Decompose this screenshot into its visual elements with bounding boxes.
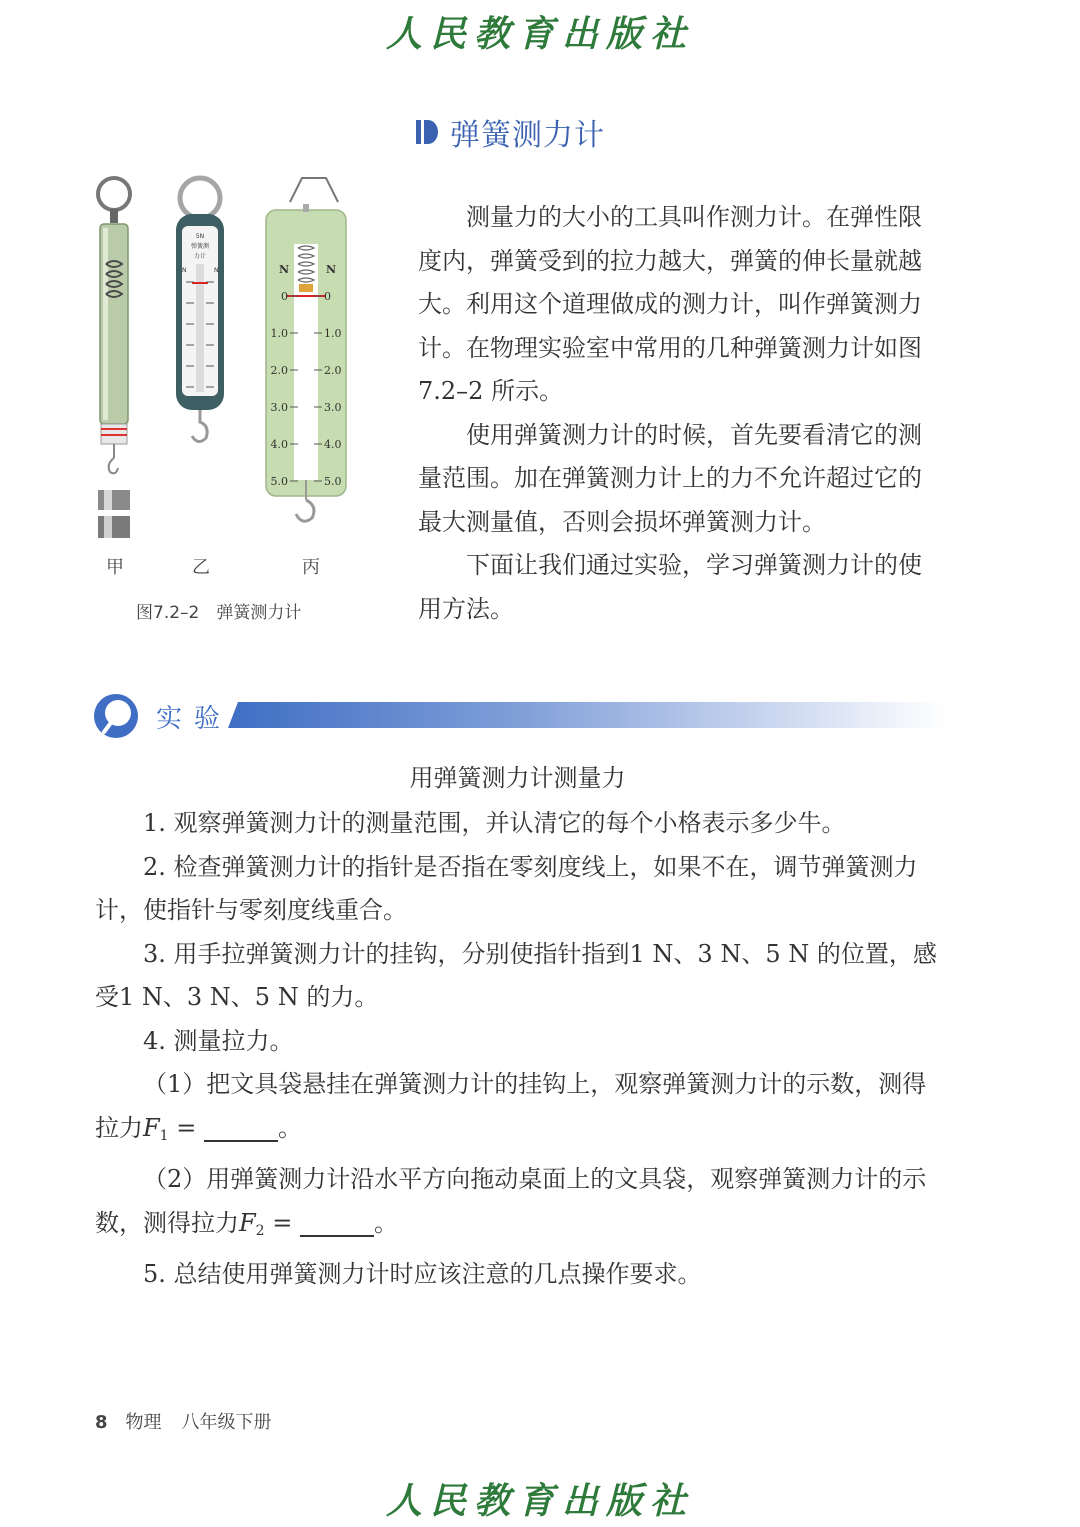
- figure-label-jia: 甲: [106, 557, 124, 578]
- meter-yi-top-text: 5N: [195, 233, 205, 240]
- force-symbol: F: [143, 1113, 160, 1142]
- substep-1: [95, 1063, 941, 1158]
- meter-bing: [266, 178, 346, 521]
- step-item: 4. 测量拉力。: [143, 1026, 294, 1055]
- meter-bing-unit-right: N: [326, 263, 337, 276]
- spring-scales-figure: [90, 172, 370, 582]
- meter-bing-tick-left: 5.0: [270, 475, 288, 488]
- experiment-banner-bar: [228, 702, 945, 728]
- meter-bing-unit-left: N: [279, 263, 290, 276]
- meter-bing-tick-right: 2.0: [324, 364, 342, 377]
- meter-bing-tick-left: 4.0: [270, 438, 288, 451]
- period: 。: [277, 1113, 302, 1142]
- intro-paragraph: 使用弹簧测力计的时候，首先要看清它的测量范围。加在弹簧测力计上的力不允许超过它的最大测量值，否则会损坏弹簧测力计。: [418, 420, 922, 536]
- section-heading: [416, 112, 605, 152]
- meter-bing-tick-left: 1.0: [270, 327, 288, 340]
- meter-yi-unit-right: N: [214, 267, 219, 274]
- meter-bing-tick-left: 3.0: [270, 401, 288, 414]
- meter-bing-tick-left: 2.0: [270, 364, 288, 377]
- force-index: 1: [159, 1127, 169, 1144]
- step-item: 2. 检查弹簧测力计的指针是否指在零刻度线上，如果不在，调节弹簧测力计，使指针与零刻度线重合。: [95, 852, 918, 924]
- figure-label-bing: 丙: [302, 557, 320, 578]
- experiment-banner: [90, 690, 945, 742]
- meter-jia: [98, 178, 130, 538]
- intro-text: [418, 196, 940, 631]
- footer-subject: 物理: [125, 1412, 162, 1433]
- section-marker-icon: [416, 120, 438, 144]
- intro-paragraph: 下面让我们通过实验，学习弹簧测力计的使用方法。: [418, 551, 922, 623]
- meter-bing-tick-right: 1.0: [324, 327, 342, 340]
- figure-caption: 图7.2–2 弹簧测力计: [136, 603, 302, 623]
- force-index: 2: [255, 1222, 265, 1239]
- equals-sign: =: [264, 1208, 300, 1237]
- step-item: 1. 观察弹簧测力计的测量范围，并认清它的每个小格表示多少牛。: [143, 809, 846, 837]
- force-symbol: F: [239, 1208, 256, 1237]
- experiment-title: 用弹簧测力计测量力: [409, 764, 626, 792]
- meter-bing-tick-right: 3.0: [324, 401, 342, 414]
- meter-bing-tick-right: 5.0: [324, 475, 342, 488]
- experiment-steps: [95, 802, 941, 1297]
- answer-blank-1[interactable]: [204, 1112, 278, 1142]
- substep-1-text: （1）把文具袋悬挂在弹簧测力计的挂钩上，观察弹簧测力计的示数，测得拉力: [95, 1070, 927, 1142]
- meter-yi-name-1: 弹簧测: [190, 243, 210, 250]
- figure-labels: [90, 553, 390, 579]
- page-number: 8: [95, 1412, 108, 1433]
- publisher-watermark-top: 人民教育出版社: [385, 13, 694, 55]
- period: 。: [373, 1208, 398, 1237]
- experiment-label: 实验: [156, 704, 233, 734]
- publisher-watermark-bottom: 人民教育出版社: [385, 1480, 694, 1522]
- intro-paragraph: 测量力的大小的工具叫作测力计。在弹性限度内，弹簧受到的拉力越大，弹簧的伸长量就越大。利用这个道理做成的测力计，叫作弹簧测力计。在物理实验室中常用的几种弹簧测力计如图7.2–2 所示。: [418, 203, 922, 405]
- meter-bing-tick-right: 0: [324, 290, 331, 303]
- meter-yi-name-2: 力计: [193, 253, 207, 260]
- page-footer: [95, 1408, 272, 1434]
- equals-sign: =: [168, 1113, 204, 1142]
- figure-label-yi: 乙: [192, 557, 210, 578]
- section-title: 弹簧测力计: [450, 118, 605, 153]
- step-item: 3. 用手拉弹簧测力计的挂钩，分别使指针指到1 N、3 N、5 N 的位置，感受1 N、3 N、5 N 的力。: [95, 939, 937, 1011]
- substep-2-text: （2）用弹簧测力计沿水平方向拖动桌面上的文具袋，观察弹簧测力计的示数，测得拉力: [95, 1165, 927, 1237]
- meter-bing-tick-left: 0: [281, 290, 288, 303]
- footer-grade: 八年级下册: [181, 1412, 272, 1433]
- answer-blank-2[interactable]: [300, 1207, 374, 1237]
- meter-yi-unit-left: N: [182, 267, 187, 274]
- meter-yi: [176, 178, 224, 442]
- substep-2: [95, 1158, 941, 1253]
- magnifier-icon: [92, 692, 140, 740]
- meter-bing-tick-right: 4.0: [324, 438, 342, 451]
- step-item: 5. 总结使用弹簧测力计时应该注意的几点操作要求。: [143, 1260, 702, 1288]
